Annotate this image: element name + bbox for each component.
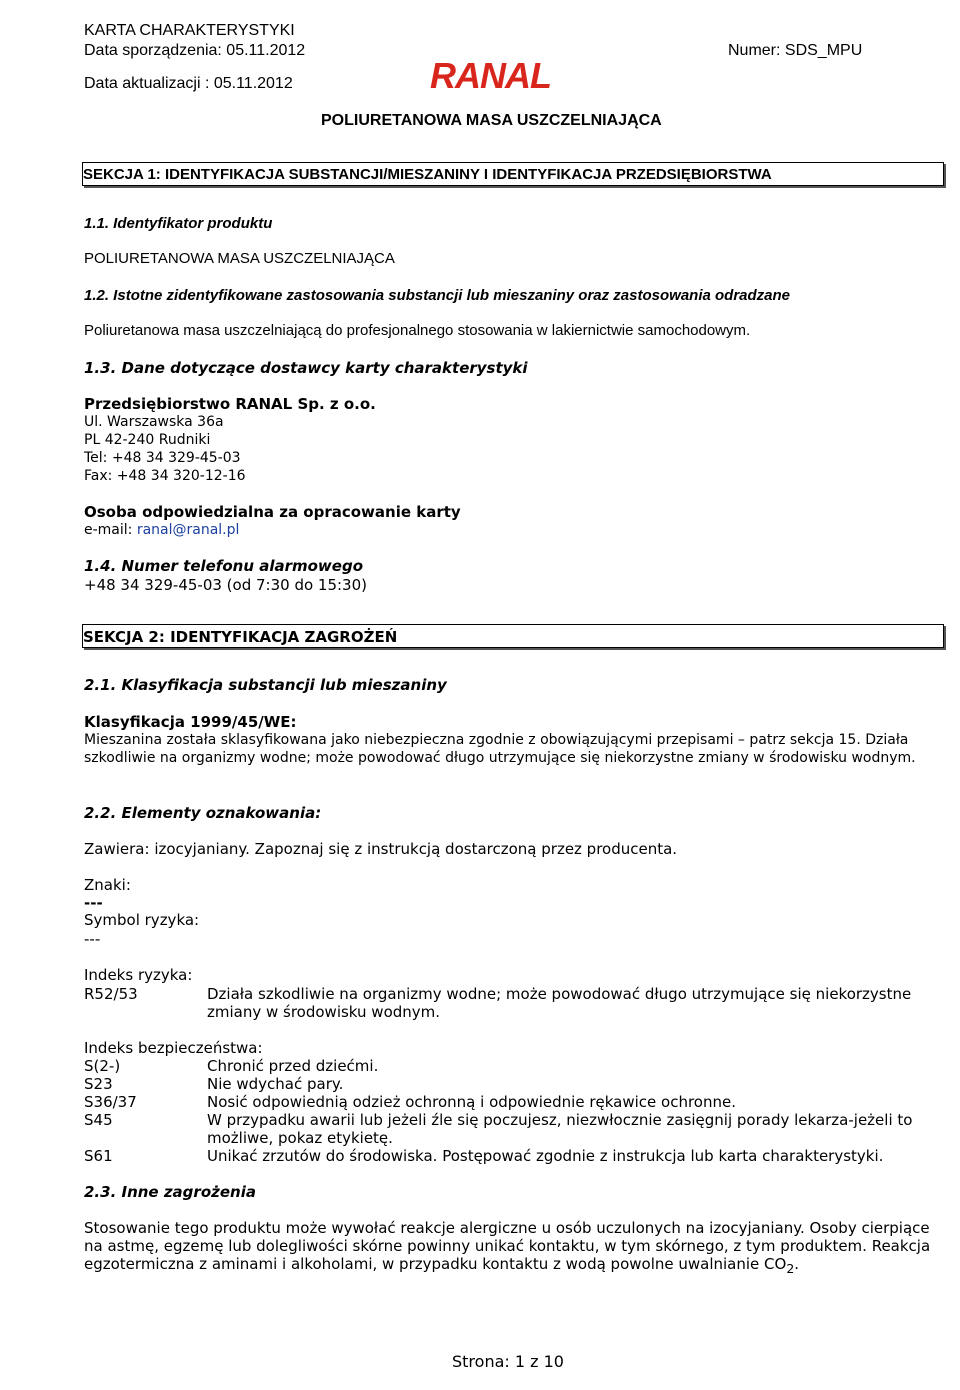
safety-code: S23 <box>84 1075 113 1093</box>
s12-heading: 1.2. Istotne zidentyfikowane zastosowania substancji lub mieszaniny oraz zastosowania odradzane <box>84 287 791 304</box>
ranal-logo <box>430 58 590 96</box>
company-address <box>84 413 246 485</box>
risk-symbol-value: --- <box>84 930 101 948</box>
email-line <box>84 522 239 538</box>
risk-index-label: Indeks ryzyka: <box>84 966 193 984</box>
fax-line: Fax: +48 34 320-12-16 <box>84 468 246 484</box>
safety-text: Unikać zrzutów do środowiska. Postępować zgodnie z instrukcja lub karta charakterystyki. <box>207 1147 884 1165</box>
document-type: KARTA CHARAKTERYSTYKI <box>84 22 295 39</box>
classification-heading: Klasyfikacja 1999/45/WE: <box>84 713 297 731</box>
s23-end: . <box>794 1255 800 1273</box>
s23-heading: 2.3. Inne zagrożenia <box>84 1183 256 1201</box>
safety-text: Nie wdychać pary. <box>207 1075 344 1093</box>
s23-subscript: 2 <box>786 1261 795 1276</box>
s11-heading: 1.1. Identyfikator produktu <box>84 215 273 232</box>
safety-text: W przypadku awarii lub jeżeli źle się poczujesz, niezwłocznie zasięgnij porady lekarza-jeżeli to możliwe, pokaz etykietę. <box>207 1111 913 1147</box>
email-label: e-mail: <box>84 522 137 538</box>
s11-value: POLIURETANOWA MASA USZCZELNIAJĄCA <box>84 250 395 267</box>
page-number: Strona: 1 z 10 <box>452 1352 564 1371</box>
safety-code: S36/37 <box>84 1093 137 1111</box>
s22-heading: 2.2. Elementy oznakowania: <box>84 804 322 822</box>
safety-text: Nosić odpowiednią odzież ochronną i odpowiednie rękawice ochronne. <box>207 1093 736 1111</box>
section-2-header <box>82 624 944 648</box>
address-line: PL 42-240 Rudniki <box>84 432 211 448</box>
contains-text: Zawiera: izocyjaniany. Zapoznaj się z instrukcją dostarczoną przez producenta. <box>84 840 678 858</box>
update-date: Data aktualizacji : 05.11.2012 <box>84 75 293 92</box>
product-title: POLIURETANOWA MASA USZCZELNIAJĄCA <box>321 112 662 129</box>
signs-label: Znaki: <box>84 876 131 894</box>
signs-value: --- <box>84 894 103 912</box>
s23-text-main: Stosowanie tego produktu może wywołać reakcje alergiczne u osób uczulonych na izocyjaniany. Osoby cierpiące na astmę, egzemę lub dolegliwości skórne powinny unikać kontaktu, w tym skórnego, z tym produktem. Reakcja egzotermiczna z aminami i alkoholami, w przypadku kontaktu z wodą powolne uwalnianie CO <box>84 1219 931 1273</box>
email-link[interactable]: ranal@ranal.pl <box>136 522 240 538</box>
risk-symbol-label: Symbol ryzyka: <box>84 911 200 929</box>
phone-line: Tel: +48 34 329-45-03 <box>84 450 241 466</box>
contact-heading: Osoba odpowiedzialna za opracowanie karty <box>84 503 461 521</box>
safety-code: S(2-) <box>84 1057 121 1075</box>
creation-date: Data sporządzenia: 05.11.2012 <box>84 42 306 59</box>
document-number: Numer: SDS_MPU <box>728 42 863 59</box>
s21-heading: 2.1. Klasyfikacja substancji lub mieszaniny <box>84 676 447 694</box>
s23-text <box>84 1219 944 1278</box>
risk-code: R52/53 <box>84 985 138 1003</box>
safety-code: S61 <box>84 1147 113 1165</box>
address-line: Ul. Warszawska 36a <box>84 414 224 430</box>
classification-text: Mieszanina została sklasyfikowana jako niebezpieczna zgodnie z obowiązującymi przepisami – patrz sekcja 15. Działa szkodliwie na organizmy wodne; może powodować długo utrzymujące się niekorzystne zmiany w środowisku wodnym. <box>84 732 916 766</box>
safety-index-label: Indeks bezpieczeństwa: <box>84 1039 263 1057</box>
safety-code: S45 <box>84 1111 113 1129</box>
s14-heading: 1.4. Numer telefonu alarmowego <box>84 557 364 575</box>
risk-text: Działa szkodliwie na organizmy wodne; może powodować długo utrzymujące się niekorzystne zmiany w środowisku wodnym. <box>207 985 912 1021</box>
section-1-title: SEKCJA 1: IDENTYFIKACJA SUBSTANCJI/MIESZANINY I IDENTYFIKACJA PRZEDSIĘBIORSTWA <box>83 166 772 183</box>
s13-heading: 1.3. Dane dotyczące dostawcy karty charakterystyki <box>84 359 528 377</box>
svg-text:RANAL: RANAL <box>430 58 551 92</box>
s14-text: +48 34 329-45-03 (od 7:30 do 15:30) <box>84 576 367 594</box>
section-1-header <box>82 162 944 186</box>
company-name: Przedsiębiorstwo RANAL Sp. z o.o. <box>84 395 376 413</box>
section-2-title: SEKCJA 2: IDENTYFIKACJA ZAGROŻEŃ <box>83 628 398 646</box>
s12-text: Poliuretanowa masa uszczelniającą do profesjonalnego stosowania w lakiernictwie samochodowym. <box>84 322 751 339</box>
safety-text: Chronić przed dziećmi. <box>207 1057 379 1075</box>
